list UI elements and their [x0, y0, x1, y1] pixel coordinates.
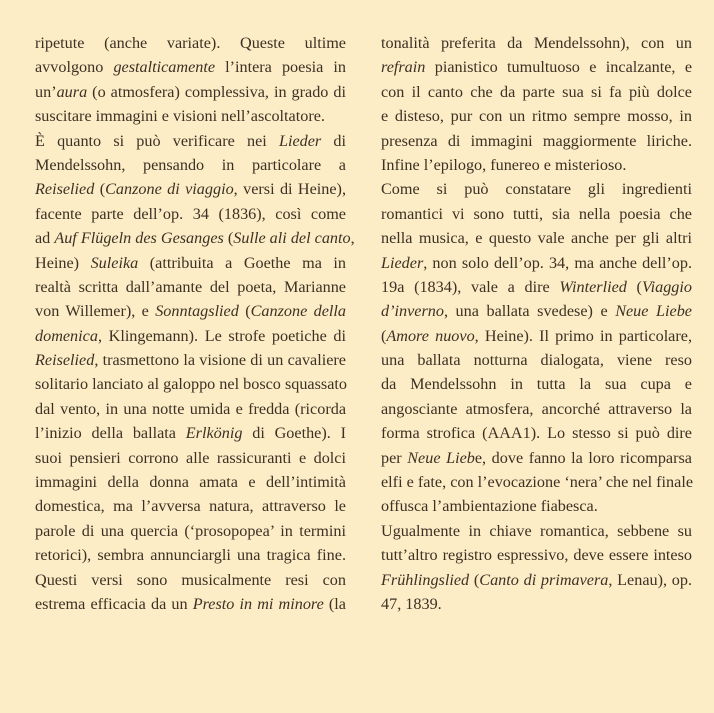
- left-text-column: [35, 31, 355, 616]
- text-line: [381, 446, 692, 470]
- italic-text-segment: d’inverno: [381, 302, 444, 321]
- text-line: [35, 275, 346, 299]
- text-line: [35, 153, 346, 177]
- text-line: [35, 31, 346, 55]
- text-segment: l’intera poesia in: [215, 58, 346, 77]
- text-segment: forma strofica (AAA1). Lo stesso si può dire: [381, 424, 692, 443]
- italic-text-segment: Sulle ali del canto: [233, 229, 351, 248]
- text-line: [381, 324, 692, 348]
- text-segment: , Heine). Il primo in particolare,: [474, 326, 692, 345]
- text-segment: di: [321, 131, 346, 150]
- italic-text-segment: Erlkönig: [185, 424, 243, 443]
- text-line: [381, 494, 692, 518]
- text-segment: (: [626, 277, 642, 296]
- italic-text-segment: Reiselied: [35, 351, 95, 370]
- italic-text-segment: Suleika: [90, 253, 139, 272]
- text-segment: con il canto che da parte sua si fa più dolce: [381, 82, 692, 101]
- italic-text-segment: domenica: [35, 326, 98, 345]
- text-line: [35, 299, 346, 323]
- text-line: [381, 129, 692, 153]
- italic-text-segment: Winterlied: [559, 277, 627, 296]
- text-line: [381, 299, 692, 323]
- text-segment: , non solo dell’op. 34, ma anche dell’op.: [423, 253, 692, 272]
- text-segment: offusca l’ambientazione fiabesca.: [381, 497, 598, 516]
- text-segment: (: [381, 326, 387, 345]
- text-segment: (: [94, 180, 106, 199]
- text-segment: romantici vi sono tutti, sia nella poesia che: [381, 204, 692, 223]
- text-segment: nella musica, e questo vale anche per gli altri: [381, 229, 692, 248]
- text-segment: È quanto si può verificare nei: [35, 131, 279, 150]
- text-segment: Come si può constatare gli ingredienti: [381, 180, 692, 199]
- text-line: [381, 519, 692, 543]
- italic-text-segment: Neue Lieb: [407, 448, 475, 467]
- text-segment: di Goethe). I: [242, 424, 346, 443]
- text-segment: , una ballata svedese) e: [443, 302, 616, 321]
- text-line: [35, 519, 346, 543]
- italic-text-segment: gestalticamente: [113, 58, 216, 77]
- text-line: [35, 251, 346, 275]
- text-line: [381, 372, 692, 396]
- text-segment: Heine): [35, 253, 91, 272]
- text-segment: domestica, ma l’avversa natura, attraverso le: [35, 497, 346, 516]
- text-segment: (: [223, 229, 234, 248]
- text-segment: l’inizio della ballata: [35, 424, 186, 443]
- italic-text-segment: Canto di primavera: [479, 570, 609, 589]
- text-segment: (attribuita a Goethe ma in: [138, 253, 346, 272]
- text-segment: 47, 1839.: [381, 594, 442, 613]
- text-segment: Mendelssohn, pensando in particolare a: [35, 155, 346, 174]
- text-line: [381, 275, 692, 299]
- text-line: [381, 421, 692, 445]
- text-line: [381, 470, 692, 494]
- italic-text-segment: Neue Liebe: [615, 302, 692, 321]
- text-line: [381, 202, 692, 226]
- text-segment: Ugualmente in chiave romantica, sebbene su: [381, 521, 692, 540]
- text-segment: , trasmettono la visione di un cavaliere: [94, 351, 346, 370]
- text-segment: avvolgono: [35, 58, 114, 77]
- text-line: [381, 177, 692, 201]
- text-segment: (la: [323, 594, 346, 613]
- italic-text-segment: Reiselied: [35, 180, 95, 199]
- text-line: [381, 397, 692, 421]
- text-line: [35, 324, 346, 348]
- text-line: [381, 153, 692, 177]
- text-line: [35, 543, 346, 567]
- text-line: [381, 104, 692, 128]
- text-segment: realtà scritta dall’amante del poeta, Marianne: [35, 277, 346, 296]
- text-line: [35, 202, 346, 226]
- text-line: [35, 421, 346, 445]
- text-line: [35, 80, 346, 104]
- text-segment: tonalità preferita da Mendelssohn), con un: [381, 34, 692, 52]
- text-line: [381, 55, 692, 79]
- text-segment: Questi versi sono musicalmente resi con: [35, 570, 346, 589]
- text-segment: ,: [350, 229, 355, 248]
- text-line: [35, 592, 346, 616]
- text-segment: immagini della donna amata e dell’intimità: [35, 473, 346, 492]
- italic-text-segment: Auf Flügeln des Gesanges: [54, 229, 224, 248]
- italic-text-segment: Lieder: [278, 131, 322, 150]
- text-line: [35, 494, 346, 518]
- text-segment: (: [238, 302, 251, 321]
- text-line: [35, 129, 346, 153]
- italic-text-segment: Amore nuovo: [386, 326, 475, 345]
- italic-text-segment: Canzone della: [250, 302, 347, 321]
- text-segment: 19a (1834), vale a dire: [381, 277, 560, 296]
- text-line: [381, 31, 692, 55]
- text-line: [381, 251, 692, 275]
- text-segment: Infine l’epilogo, funereo e misterioso.: [381, 155, 627, 174]
- italic-text-segment: Canzone di viaggio: [105, 180, 234, 199]
- text-line: [381, 543, 692, 567]
- text-segment: von Willemer), e: [35, 302, 156, 321]
- text-line: [35, 348, 346, 372]
- right-text-column: [381, 31, 692, 616]
- text-segment: ripetute (anche variate). Queste ultime: [35, 34, 346, 52]
- text-line: [35, 226, 355, 250]
- text-segment: per: [381, 448, 408, 467]
- italic-text-segment: Frühlingslied: [381, 570, 470, 589]
- text-segment: ad: [35, 229, 55, 248]
- text-line: [381, 592, 692, 616]
- text-line: [35, 372, 346, 396]
- text-segment: tutt’altro registro espressivo, deve essere inteso: [381, 546, 692, 565]
- text-line: [381, 80, 692, 104]
- text-segment: solitario lanciato al galoppo nel bosco squassato: [35, 375, 347, 394]
- text-segment: estrema efficacia da un: [35, 594, 193, 613]
- text-segment: presenza di immagini maggiormente liriche.: [381, 131, 692, 150]
- text-segment: suoi pensieri corrono alle rassicuranti e dolci: [35, 448, 346, 467]
- text-segment: pianistico tumultuoso e incalzante, e: [425, 58, 692, 77]
- text-segment: (o atmosfera) complessiva, in grado di: [87, 82, 346, 101]
- text-line: [381, 226, 692, 250]
- text-segment: dal vento, in una notte umida e fredda (ricorda: [35, 399, 346, 418]
- text-segment: una ballata notturna dialogata, viene reso: [381, 351, 692, 370]
- text-segment: , versi di Heine),: [233, 180, 346, 199]
- text-segment: da Mendelssohn in tutta la sua cupa e: [381, 375, 692, 394]
- italic-text-segment: aura: [56, 82, 88, 101]
- text-segment: parole di una quercia (‘prosopopea’ in termini: [35, 521, 346, 540]
- text-line: [381, 348, 692, 372]
- text-line: [35, 446, 346, 470]
- text-segment: angosciante atmosfera, ancorché attraverso la: [381, 399, 692, 418]
- text-line: [35, 177, 346, 201]
- text-segment: retorici), sembra annunciargli una tragica fine.: [35, 546, 346, 565]
- text-segment: e, dove fanno la loro ricomparsa: [474, 448, 692, 467]
- text-segment: (: [469, 570, 480, 589]
- text-line: [35, 104, 346, 128]
- text-line: [35, 55, 346, 79]
- italic-text-segment: Sonntagslied: [155, 302, 239, 321]
- italic-text-segment: Presto in mi minore: [192, 594, 324, 613]
- text-line: [35, 397, 346, 421]
- italic-text-segment: Viaggio: [641, 277, 692, 296]
- text-line: [35, 470, 346, 494]
- text-segment: un’: [35, 82, 57, 101]
- text-segment: , Lenau), op.: [608, 570, 693, 589]
- text-segment: elfi e fate, con l’evocazione ‘nera’ che nel finale: [381, 473, 694, 492]
- italic-text-segment: refrain: [381, 58, 426, 77]
- text-line: [381, 568, 692, 592]
- italic-text-segment: Lieder: [381, 253, 424, 272]
- text-segment: , Klingemann). Le strofe poetiche di: [97, 326, 346, 345]
- text-segment: suscitare immagini e visioni nell’ascoltatore.: [35, 107, 325, 126]
- text-segment: facente parte dell’op. 34 (1836), così come: [35, 204, 346, 223]
- text-line: [35, 568, 346, 592]
- text-segment: e disteso, pur con un ritmo sempre mosso, in: [381, 107, 692, 126]
